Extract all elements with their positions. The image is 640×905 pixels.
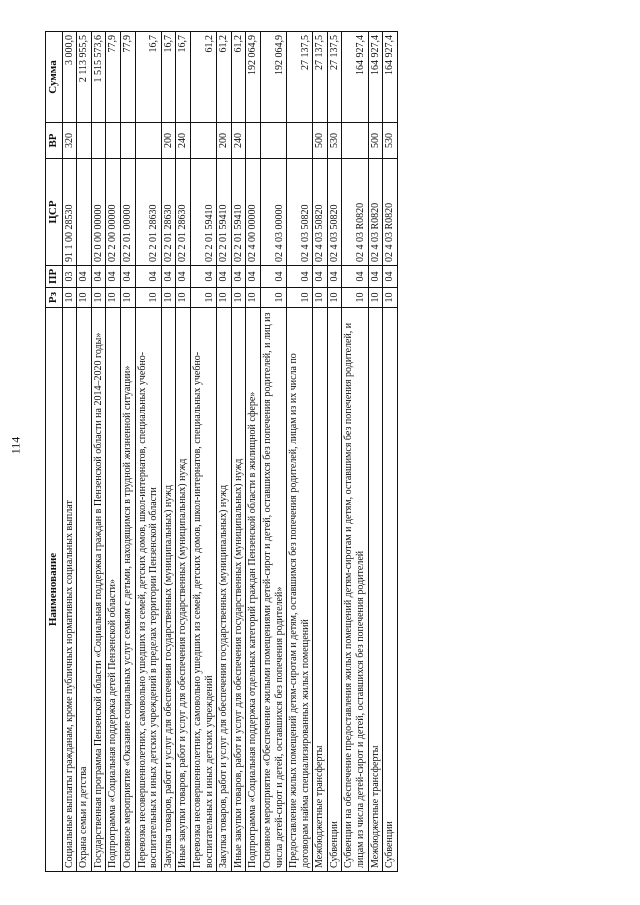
cell-name: Основное мероприятие «Оказание социальных услуг семьям с детьми, находящимся в трудной жизненной ситуации» bbox=[120, 308, 135, 872]
cell-name: Субвенции на обеспечение предоставления жилых помещений детям-сиротам и детям, оставшимся без попечения родителей, и лицам из числа детей-сирот и детей, оставшихся без попечения родителей bbox=[342, 308, 368, 872]
cell-csr: 02 4 00 00000 bbox=[246, 159, 261, 266]
cell-sum: 164 927,4 bbox=[368, 32, 383, 123]
cell-name: Государственная программа Пензенской области «Социальная поддержка граждан в Пензенской области на 2014–2020 годы» bbox=[91, 308, 106, 872]
cell-name: Закупка товаров, работ и услуг для обеспечения государственных (муниципальных) нужд bbox=[217, 308, 232, 872]
rotated-page-content bbox=[45, 32, 605, 872]
table-row bbox=[246, 32, 261, 872]
cell-sum: 192 064,9 bbox=[246, 32, 261, 123]
cell-csr: 02 4 03 R0820 bbox=[368, 159, 383, 266]
cell-pr: 04 bbox=[176, 266, 191, 288]
cell-vr bbox=[246, 123, 261, 159]
cell-sum: 164 927,4 bbox=[342, 32, 368, 123]
cell-sum: 2 113 955,5 bbox=[77, 32, 92, 123]
cell-pr: 04 bbox=[161, 266, 176, 288]
cell-pr: 03 bbox=[62, 266, 77, 288]
cell-name: Субвенции bbox=[383, 308, 398, 872]
header-pr: ПР bbox=[46, 266, 63, 288]
cell-csr: 91 1 00 28530 bbox=[62, 159, 77, 266]
header-rz: Рз bbox=[46, 288, 63, 308]
cell-csr: 02 2 01 59410 bbox=[231, 159, 246, 266]
cell-sum: 61,2 bbox=[231, 32, 246, 123]
cell-name: Закупка товаров, работ и услуг для обеспечения государственных (муниципальных) нужд bbox=[161, 308, 176, 872]
table-row bbox=[231, 32, 246, 872]
cell-csr: 02 2 01 00000 bbox=[120, 159, 135, 266]
cell-pr: 04 bbox=[383, 266, 398, 288]
cell-csr: 02 4 03 R0820 bbox=[383, 159, 398, 266]
cell-name: Основное мероприятие «Обеспечение жилыми помещениями детей-сирот и детей, оставшихся без попечения родителей, и лиц из числа детей-сирот и детей, оставшихся без попечения родителей» bbox=[260, 308, 286, 872]
cell-name: Социальные выплаты гражданам, кроме публичных нормативных социальных выплат bbox=[62, 308, 77, 872]
cell-vr: 530 bbox=[327, 123, 342, 159]
cell-rz: 10 bbox=[327, 288, 342, 308]
cell-vr: 240 bbox=[231, 123, 246, 159]
cell-pr: 04 bbox=[327, 266, 342, 288]
cell-rz: 10 bbox=[313, 288, 328, 308]
cell-csr: 02 4 03 00000 bbox=[260, 159, 286, 266]
cell-vr: 200 bbox=[161, 123, 176, 159]
cell-vr bbox=[135, 123, 161, 159]
table-row bbox=[327, 32, 342, 872]
cell-pr: 04 bbox=[190, 266, 216, 288]
cell-vr bbox=[91, 123, 106, 159]
cell-csr: 02 2 01 28630 bbox=[176, 159, 191, 266]
cell-rz: 10 bbox=[190, 288, 216, 308]
cell-csr: 02 0 00 00000 bbox=[91, 159, 106, 266]
cell-csr: 02 4 03 50820 bbox=[313, 159, 328, 266]
header-csr: ЦСР bbox=[46, 159, 63, 266]
cell-pr: 04 bbox=[106, 266, 121, 288]
cell-pr: 04 bbox=[135, 266, 161, 288]
budget-table bbox=[45, 31, 398, 872]
cell-name: Перевозка несовершеннолетних, самовольно ушедших из семей, детских домов, школ-интернатов, специальных учебно-воспитательных и иных детских учреждений bbox=[190, 308, 216, 872]
header-vr: ВР bbox=[46, 123, 63, 159]
cell-sum: 61,2 bbox=[217, 32, 232, 123]
cell-name: Межбюджетные трансферты bbox=[368, 308, 383, 872]
cell-vr: 530 bbox=[383, 123, 398, 159]
cell-pr: 04 bbox=[91, 266, 106, 288]
cell-sum: 27 137,5 bbox=[287, 32, 313, 123]
table-row bbox=[120, 32, 135, 872]
cell-rz: 10 bbox=[106, 288, 121, 308]
cell-csr: 02 2 01 28630 bbox=[135, 159, 161, 266]
cell-pr: 04 bbox=[260, 266, 286, 288]
cell-sum: 77,9 bbox=[120, 32, 135, 123]
cell-rz: 10 bbox=[231, 288, 246, 308]
cell-sum: 164 927,4 bbox=[383, 32, 398, 123]
header-row bbox=[46, 32, 63, 872]
cell-csr: 02 2 01 59410 bbox=[217, 159, 232, 266]
table-row bbox=[77, 32, 92, 872]
cell-vr bbox=[190, 123, 216, 159]
cell-name: Подпрограмма «Социальная поддержка детей Пензенской области» bbox=[106, 308, 121, 872]
cell-pr: 04 bbox=[231, 266, 246, 288]
table-row bbox=[176, 32, 191, 872]
cell-vr: 320 bbox=[62, 123, 77, 159]
cell-rz: 10 bbox=[77, 288, 92, 308]
cell-pr: 04 bbox=[77, 266, 92, 288]
cell-sum: 61,2 bbox=[190, 32, 216, 123]
table-row bbox=[91, 32, 106, 872]
cell-vr: 200 bbox=[217, 123, 232, 159]
cell-name: Перевозка несовершеннолетних, самовольно ушедших из семей, детских домов, школ-интернатов, специальных учебно-воспитательных и иных детских учреждений в пределах территории Пензенской области bbox=[135, 308, 161, 872]
cell-sum: 16,7 bbox=[135, 32, 161, 123]
table-row bbox=[62, 32, 77, 872]
table-row bbox=[190, 32, 216, 872]
table-row bbox=[161, 32, 176, 872]
cell-name: Субвенции bbox=[327, 308, 342, 872]
cell-name: Предоставление жилых помещений детям-сиротам и детям, оставшимся без попечения родителей, лицам из их числа по договорам найма специализированных жилых помещений bbox=[287, 308, 313, 872]
cell-pr: 04 bbox=[120, 266, 135, 288]
cell-name: Иные закупки товаров, работ и услуг для обеспечения государственных (муниципальных) нужд bbox=[231, 308, 246, 872]
cell-csr: 02 4 03 50820 bbox=[327, 159, 342, 266]
cell-sum: 27 137,5 bbox=[327, 32, 342, 123]
cell-csr: 02 4 03 50820 bbox=[287, 159, 313, 266]
cell-rz: 10 bbox=[176, 288, 191, 308]
cell-vr: 500 bbox=[313, 123, 328, 159]
cell-name: Иные закупки товаров, работ и услуг для обеспечения государственных (муниципальных) нужд bbox=[176, 308, 191, 872]
cell-sum: 16,7 bbox=[176, 32, 191, 123]
cell-csr: 02 4 03 R0820 bbox=[342, 159, 368, 266]
table-row bbox=[217, 32, 232, 872]
table-row bbox=[287, 32, 313, 872]
cell-vr bbox=[287, 123, 313, 159]
cell-sum: 77,9 bbox=[106, 32, 121, 123]
cell-rz: 10 bbox=[260, 288, 286, 308]
cell-rz: 10 bbox=[91, 288, 106, 308]
cell-rz: 10 bbox=[287, 288, 313, 308]
cell-name: Межбюджетные трансферты bbox=[313, 308, 328, 872]
cell-vr bbox=[260, 123, 286, 159]
cell-csr: 02 2 01 59410 bbox=[190, 159, 216, 266]
cell-pr: 04 bbox=[287, 266, 313, 288]
cell-csr: 02 2 01 28630 bbox=[161, 159, 176, 266]
cell-name: Подпрограмма «Социальная поддержка отдельных категорий граждан Пензенской области в жилищной сфере» bbox=[246, 308, 261, 872]
cell-rz: 10 bbox=[161, 288, 176, 308]
cell-rz: 10 bbox=[135, 288, 161, 308]
table-row bbox=[260, 32, 286, 872]
cell-sum: 1 515 573,6 bbox=[91, 32, 106, 123]
cell-rz: 10 bbox=[383, 288, 398, 308]
page-number: 114 bbox=[8, 436, 23, 455]
table-row bbox=[106, 32, 121, 872]
cell-sum: 27 137,5 bbox=[313, 32, 328, 123]
table-row bbox=[313, 32, 328, 872]
table-row bbox=[368, 32, 383, 872]
cell-rz: 10 bbox=[62, 288, 77, 308]
table-body bbox=[62, 32, 397, 872]
cell-sum: 16,7 bbox=[161, 32, 176, 123]
table-header bbox=[46, 32, 63, 872]
cell-sum: 3 000,0 bbox=[62, 32, 77, 123]
cell-vr: 500 bbox=[368, 123, 383, 159]
table-row bbox=[383, 32, 398, 872]
cell-pr: 04 bbox=[246, 266, 261, 288]
table-row bbox=[342, 32, 368, 872]
cell-rz: 10 bbox=[342, 288, 368, 308]
cell-pr: 04 bbox=[368, 266, 383, 288]
cell-vr bbox=[77, 123, 92, 159]
cell-pr: 04 bbox=[313, 266, 328, 288]
cell-sum: 192 064,9 bbox=[260, 32, 286, 123]
table-row bbox=[135, 32, 161, 872]
header-name: Наименование bbox=[46, 308, 63, 872]
cell-name: Охрана семьи и детства bbox=[77, 308, 92, 872]
cell-rz: 10 bbox=[246, 288, 261, 308]
cell-pr: 04 bbox=[217, 266, 232, 288]
cell-vr bbox=[106, 123, 121, 159]
cell-rz: 10 bbox=[368, 288, 383, 308]
cell-rz: 10 bbox=[217, 288, 232, 308]
cell-rz: 10 bbox=[120, 288, 135, 308]
cell-vr bbox=[120, 123, 135, 159]
cell-pr: 04 bbox=[342, 266, 368, 288]
cell-vr bbox=[342, 123, 368, 159]
cell-csr bbox=[77, 159, 92, 266]
header-sum: Сумма bbox=[46, 32, 63, 123]
cell-vr: 240 bbox=[176, 123, 191, 159]
cell-csr: 02 2 00 00000 bbox=[106, 159, 121, 266]
